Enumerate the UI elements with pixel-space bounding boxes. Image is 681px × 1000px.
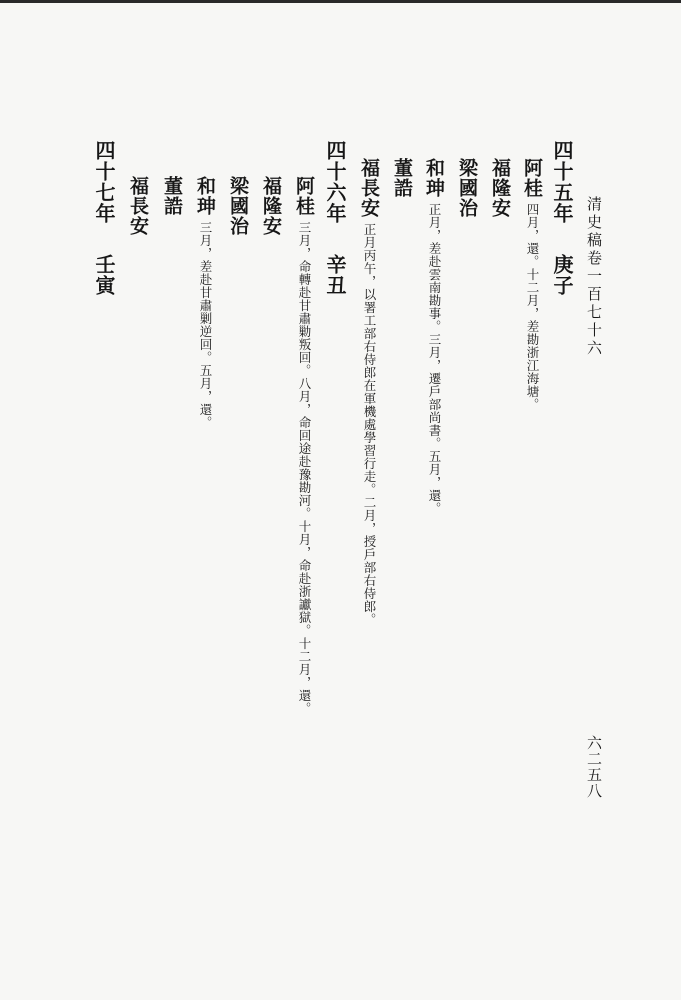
official-name: 梁國治: [227, 176, 249, 236]
official-entry: [522, 158, 541, 411]
page-number: 六二五八: [585, 735, 603, 799]
official-entry: [162, 176, 181, 216]
year-label: 四十七年: [92, 140, 116, 224]
official-note: 三月，差赴甘肅剿逆回。五月，還。: [198, 221, 213, 429]
official-entry: [359, 158, 378, 626]
year-heading: [94, 140, 114, 296]
official-name: 福長安: [358, 158, 380, 218]
official-entry: [424, 158, 443, 515]
year-label: 四十六年: [323, 140, 347, 224]
official-entry: [195, 176, 214, 429]
official-entry: [128, 176, 147, 236]
official-name: 阿桂: [293, 176, 315, 216]
year-heading: [552, 140, 572, 296]
running-title: 清史稿卷一百七十六: [585, 196, 603, 358]
official-entry: [490, 158, 509, 218]
year-label: 四十五年: [550, 140, 574, 224]
official-name: 董誥: [391, 158, 413, 198]
official-name: 和珅: [423, 158, 445, 198]
official-entry: [294, 176, 313, 715]
official-note: 三月，命轉赴甘肅勦叛回。八月，命回途赴豫勘河。十月，命赴浙讞獄。十二月，還。: [297, 221, 312, 715]
year-heading: [325, 140, 345, 296]
official-name: 阿桂: [521, 158, 543, 198]
ganzhi-label: 辛丑: [323, 254, 347, 296]
official-name: 福隆安: [489, 158, 511, 218]
official-name: 福隆安: [260, 176, 282, 236]
official-entry: [392, 158, 411, 198]
official-note: 正月，差赴雲南勘事。三月，遷戶部尚書。五月，還。: [427, 203, 442, 515]
official-entry: [457, 158, 476, 218]
official-name: 董誥: [161, 176, 183, 216]
scan-top-edge: [0, 0, 681, 3]
official-name: 和珅: [194, 176, 216, 216]
official-entry: [261, 176, 280, 236]
official-note: 四月，還。十二月，差勘浙江海塘。: [525, 203, 540, 411]
ganzhi-label: 壬寅: [92, 254, 116, 296]
ganzhi-label: 庚子: [550, 254, 574, 296]
official-note: 正月丙午，以署工部右侍郎在軍機處學習行走。二月，授戶部右侍郎。: [362, 223, 377, 626]
official-name: 福長安: [127, 176, 149, 236]
official-name: 梁國治: [456, 158, 478, 218]
official-entry: [228, 176, 247, 236]
